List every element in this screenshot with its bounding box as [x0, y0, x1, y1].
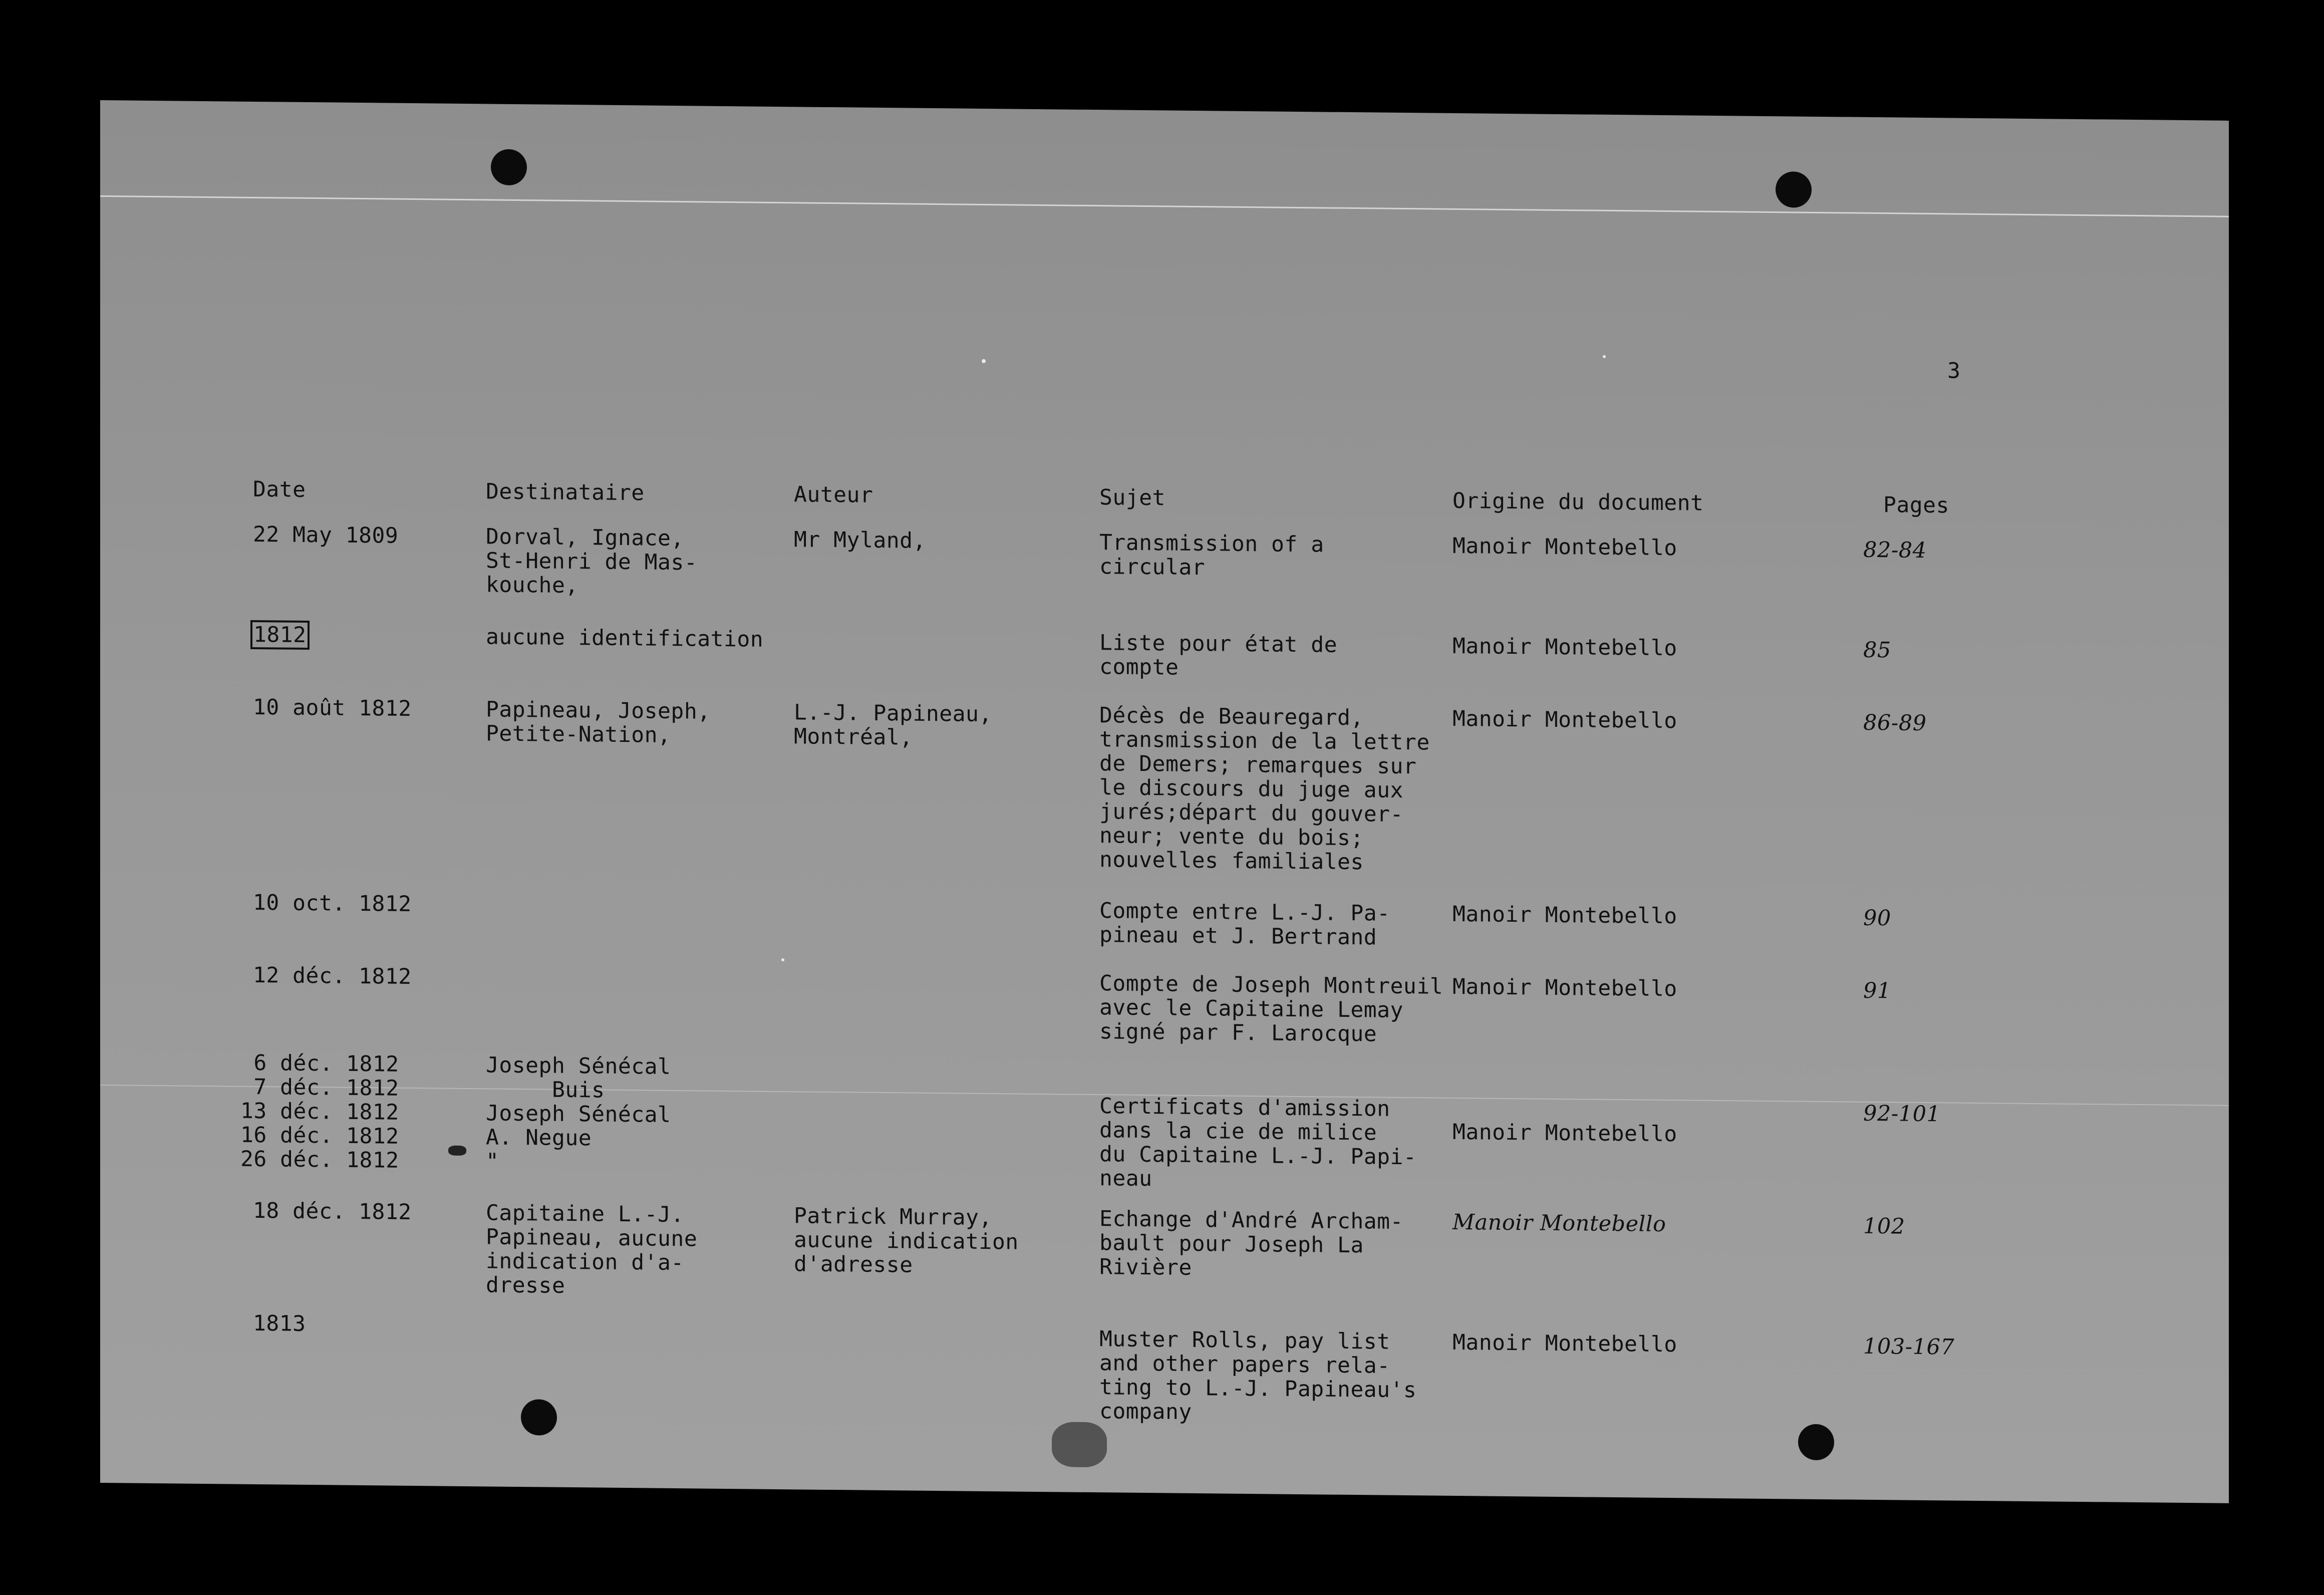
entry-sujet: Transmission of a circular [1099, 530, 1324, 581]
microfilm-page [100, 100, 2229, 1503]
entry-auteur: L.-J. Papineau, Montréal, [794, 700, 992, 750]
column-header-auteur: Auteur [794, 482, 874, 508]
entry-destinataire: Dorval, Ignace, St-Henri de Mas- kouche, [486, 524, 698, 599]
column-header-destinataire: Destinataire [486, 479, 645, 506]
entry-origine: Manoir Montebello [1452, 533, 1677, 561]
entry-date-bracketed: 1812 [250, 620, 310, 650]
entry-date: 10 oct. 1812 [253, 890, 412, 917]
entry-pages: 102 [1863, 1213, 1905, 1239]
entry-date: 6 déc. 1812 7 déc. 1812 13 déc. 1812 16 déc. 1812 26 déc. 1812 [240, 1050, 399, 1173]
column-header-pages: Pages [1883, 492, 1949, 518]
dust-speck [781, 958, 784, 961]
entry-pages: 91 [1863, 978, 1891, 1004]
dust-speck [982, 359, 986, 363]
page-number: 3 [1947, 358, 1960, 384]
entry-sujet: Muster Rolls, pay list and other papers rela- ting to L.-J. Papineau's company [1099, 1326, 1417, 1425]
entry-date: 1813 [253, 1310, 306, 1337]
column-header-date: Date [253, 476, 306, 502]
entry-sujet: Liste pour état de compte [1099, 630, 1337, 680]
entry-origine: Manoir Montebello [1452, 633, 1677, 661]
entry-pages: 103-167 [1863, 1334, 1955, 1360]
ink-smudge [1052, 1422, 1107, 1467]
punch-hole [1798, 1424, 1834, 1461]
entry-date: 18 déc. 1812 [253, 1198, 412, 1225]
entry-pages: 92-101 [1863, 1101, 1941, 1127]
dust-speck [1603, 355, 1606, 358]
entry-date: 10 août 1812 [253, 694, 412, 721]
entry-origine: Manoir Montebello [1452, 974, 1677, 1002]
entry-destinataire: Papineau, Joseph, Petite-Nation, [486, 697, 711, 748]
ink-mark [448, 1146, 466, 1156]
entry-destinataire: aucune identification [486, 624, 764, 652]
entry-date [250, 623, 310, 647]
entry-pages: 90 [1863, 905, 1891, 931]
entry-auteur: Patrick Murray, aucune indication d'adresse [794, 1203, 1019, 1278]
entry-sujet: Compte de Joseph Montreuil avec le Capitaine Lemay signé par F. Larocque [1099, 971, 1443, 1047]
punch-hole [491, 149, 527, 185]
entry-sujet: Certificats d'amission dans la cie de milice du Capitaine L.-J. Papi- neau [1099, 1094, 1417, 1192]
punch-hole [1776, 171, 1812, 208]
entry-pages: 85 [1863, 637, 1891, 663]
entry-destinataire: Capitaine L.-J. Papineau, aucune indication d'a- dresse [486, 1200, 698, 1298]
entry-auteur: Mr Myland, [794, 527, 926, 554]
fold-line-top [100, 195, 2229, 217]
punch-hole [521, 1399, 557, 1436]
entry-sujet: Compte entre L.-J. Pa- pineau et J. Bertrand [1099, 898, 1390, 950]
entry-origine: Manoir Montebello [1452, 901, 1677, 929]
column-header-sujet: Sujet [1099, 485, 1166, 511]
entry-pages: 86-89 [1863, 710, 1927, 736]
entry-origine: Manoir Montebello [1452, 1119, 1677, 1147]
entry-sujet: Décès de Beauregard, transmission de la lettre de Demers; remarques sur le discours du juge aux jurés;départ du gouver- neur; vente du bois; nouvelles familiales [1099, 703, 1430, 875]
column-header-origine: Origine du document [1452, 488, 1704, 516]
entry-origine: Manoir Montebello [1452, 1330, 1677, 1358]
entry-origine-handwritten: Manoir Montebello [1452, 1209, 1666, 1237]
entry-origine: Manoir Montebello [1452, 706, 1677, 734]
entry-destinataire: Joseph Sénécal Buis Joseph Sénécal A. Negue " [486, 1052, 671, 1174]
entry-sujet: Echange d'André Archam- bault pour Joseph La Rivière [1099, 1206, 1403, 1280]
entry-date: 22 May 1809 [253, 521, 399, 549]
entry-date: 12 déc. 1812 [253, 962, 412, 989]
entry-pages: 82-84 [1863, 537, 1927, 564]
